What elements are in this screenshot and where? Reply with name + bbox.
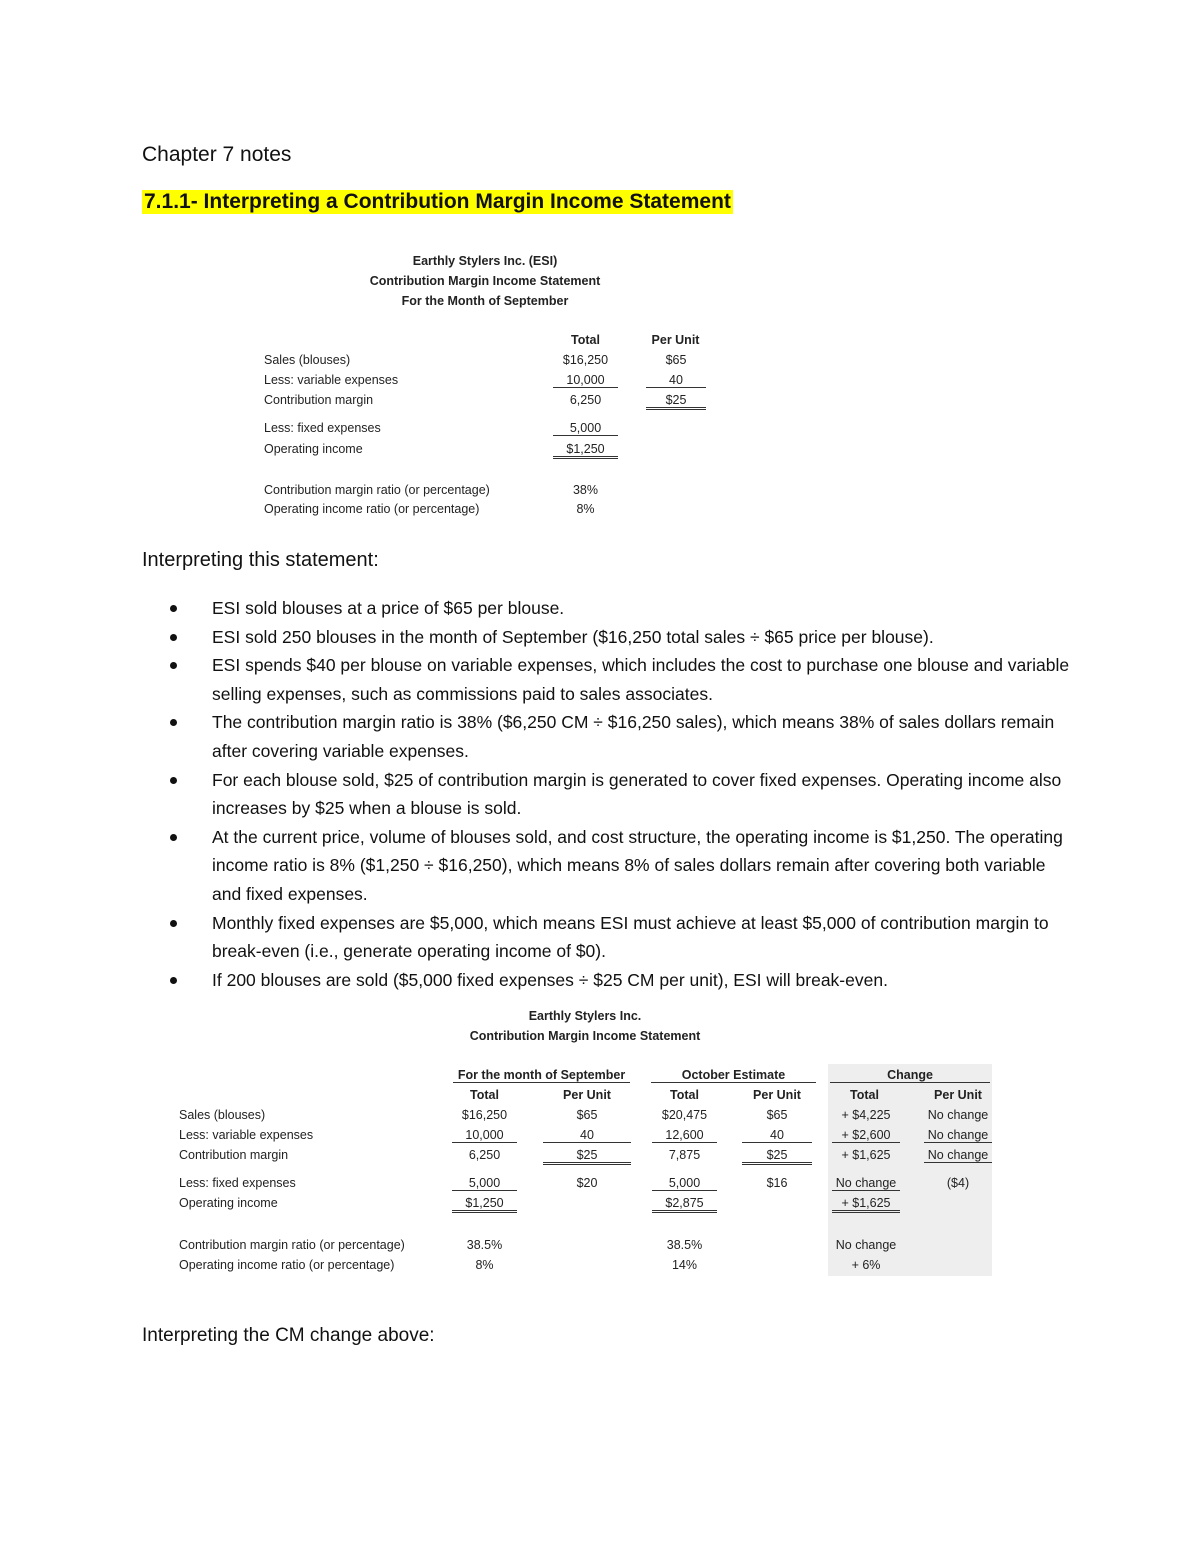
oct-total: $2,875 [652,1196,717,1213]
closing-heading: Interpreting the CM change above: [142,1325,435,1346]
oct-total: 14% [671,1258,698,1272]
statement1-total: 10,000 [553,373,618,388]
statement1-col-total: Total [571,333,600,347]
chg-unit: No change [927,1108,989,1122]
chg-total: + $4,225 [841,1108,891,1122]
oct-total: 38.5% [666,1238,703,1252]
statement1-label: Operating income [264,442,363,456]
chg-unit: ($4) [946,1176,970,1190]
group-october: October Estimate [651,1068,816,1083]
statement1-col-unit: Per Unit [651,333,700,347]
list-item-text: The contribution margin ratio is 38% ($6,250 CM ÷ $16,250 sales), which means 38% of sales dollars remain after covering variable expenses. [212,712,1055,761]
statement1-total: 8% [576,502,595,516]
statement1-label: Sales (blouses) [264,353,351,367]
group-change: Change [830,1068,990,1083]
sep-total: 10,000 [452,1128,517,1143]
statement1-unit: 40 [646,373,706,388]
oct-unit: 40 [742,1128,812,1143]
oct-total: 7,875 [668,1148,701,1162]
statement1-total: $16,250 [562,353,609,367]
chg-total: + $1,625 [841,1148,891,1162]
sep-total: 6,250 [468,1148,501,1162]
statement1-label: Less: fixed expenses [264,421,381,435]
statement2-label: Operating income ratio (or percentage) [179,1258,395,1272]
chg-total: No change [832,1176,900,1191]
statement1-name: Contribution Margin Income Statement [369,274,601,288]
sep-unit: $25 [543,1148,631,1165]
col-total: Total [470,1088,499,1102]
chg-total: No change [835,1238,897,1252]
list-item-text: ESI sold 250 blouses in the month of September ($16,250 total sales ÷ $65 price per blouse). [212,626,934,647]
sep-total: 38.5% [466,1238,503,1252]
statement1-unit: $65 [665,353,687,367]
statement2-label: Operating income [179,1196,278,1210]
col-total: Total [670,1088,699,1102]
document-title: Chapter 7 notes [142,143,292,166]
list-item-text: For each blouse sold, $25 of contribution margin is generated to cover fixed expenses. Operating income also increases by $25 when a blouse is sold. [212,769,1062,819]
col-unit: Per Unit [934,1088,982,1102]
statement2-label: Less: fixed expenses [179,1176,296,1190]
oct-total: $20,475 [661,1108,708,1122]
oct-unit: $65 [766,1108,788,1122]
sep-unit: 40 [543,1128,631,1143]
oct-total: 12,600 [652,1128,717,1143]
statement1-total: $1,250 [553,442,618,459]
chg-total: + $2,600 [832,1128,900,1143]
sep-total: 5,000 [452,1176,517,1191]
list-item-text: ESI sold blouses at a price of $65 per blouse. [212,598,565,618]
statement2-name: Contribution Margin Income Statement [469,1029,701,1043]
statement2-label: Less: variable expenses [179,1128,314,1142]
sep-unit: $20 [576,1176,598,1190]
chg-total: + $1,625 [832,1196,900,1213]
sep-total: $1,250 [452,1196,517,1213]
col-total: Total [850,1088,879,1102]
statement1-label: Contribution margin [264,393,374,407]
list-item-text: ESI spends $40 per blouse on variable expenses, which includes the cost to purchase one blouse and variable selling expenses, such as commissions paid to sales associates. [212,655,1070,704]
statement2-label: Contribution margin ratio (or percentage) [179,1238,405,1252]
list-item-text: Monthly fixed expenses are $5,000, which means ESI must achieve at least $5,000 of contribution margin to break-even (i.e., generate operating income of $0). [212,912,1049,962]
statement1-company: Earthly Stylers Inc. (ESI) [412,254,558,268]
statement1-total: 6,250 [569,393,602,407]
statement1-total: 38% [572,483,599,497]
oct-unit: $16 [766,1176,788,1190]
group-september: For the month of September [453,1068,630,1083]
statement1-label: Less: variable expenses [264,373,399,387]
sep-total: $16,250 [461,1108,508,1122]
list-item-text: If 200 blouses are sold ($5,000 fixed expenses ÷ $25 CM per unit), ESI will break-even. [212,969,888,990]
list-item-text: At the current price, volume of blouses sold, and cost structure, the operating income is $1,250. The operating income ratio is 8% ($1,250 ÷ $16,250), which means 8% of sales dollars remain after covering both variable and fixed expenses. [212,826,1063,904]
statement2-label: Contribution margin [179,1148,289,1162]
col-unit: Per Unit [563,1088,611,1102]
statement1-unit: $25 [646,393,706,410]
sep-unit: $65 [576,1108,598,1122]
statement2-label: Sales (blouses) [179,1108,266,1122]
statement1-label: Operating income ratio (or percentage) [264,502,480,516]
oct-unit: $25 [742,1148,812,1165]
statement1-period: For the Month of September [401,294,569,308]
chg-total: + 6% [851,1258,881,1272]
section-heading: 7.1.1- Interpreting a Contribution Margin Income Statement [144,190,731,213]
statement1-total: 5,000 [553,421,618,436]
chg-unit: No change [924,1128,992,1143]
interpret-heading: Interpreting this statement: [142,549,379,571]
statement2-company: Earthly Stylers Inc. [528,1009,642,1023]
col-unit: Per Unit [753,1088,801,1102]
sep-total: 8% [475,1258,494,1272]
chg-unit: No change [924,1148,992,1163]
oct-total: 5,000 [652,1176,717,1191]
statement1-label: Contribution margin ratio (or percentage) [264,483,490,497]
